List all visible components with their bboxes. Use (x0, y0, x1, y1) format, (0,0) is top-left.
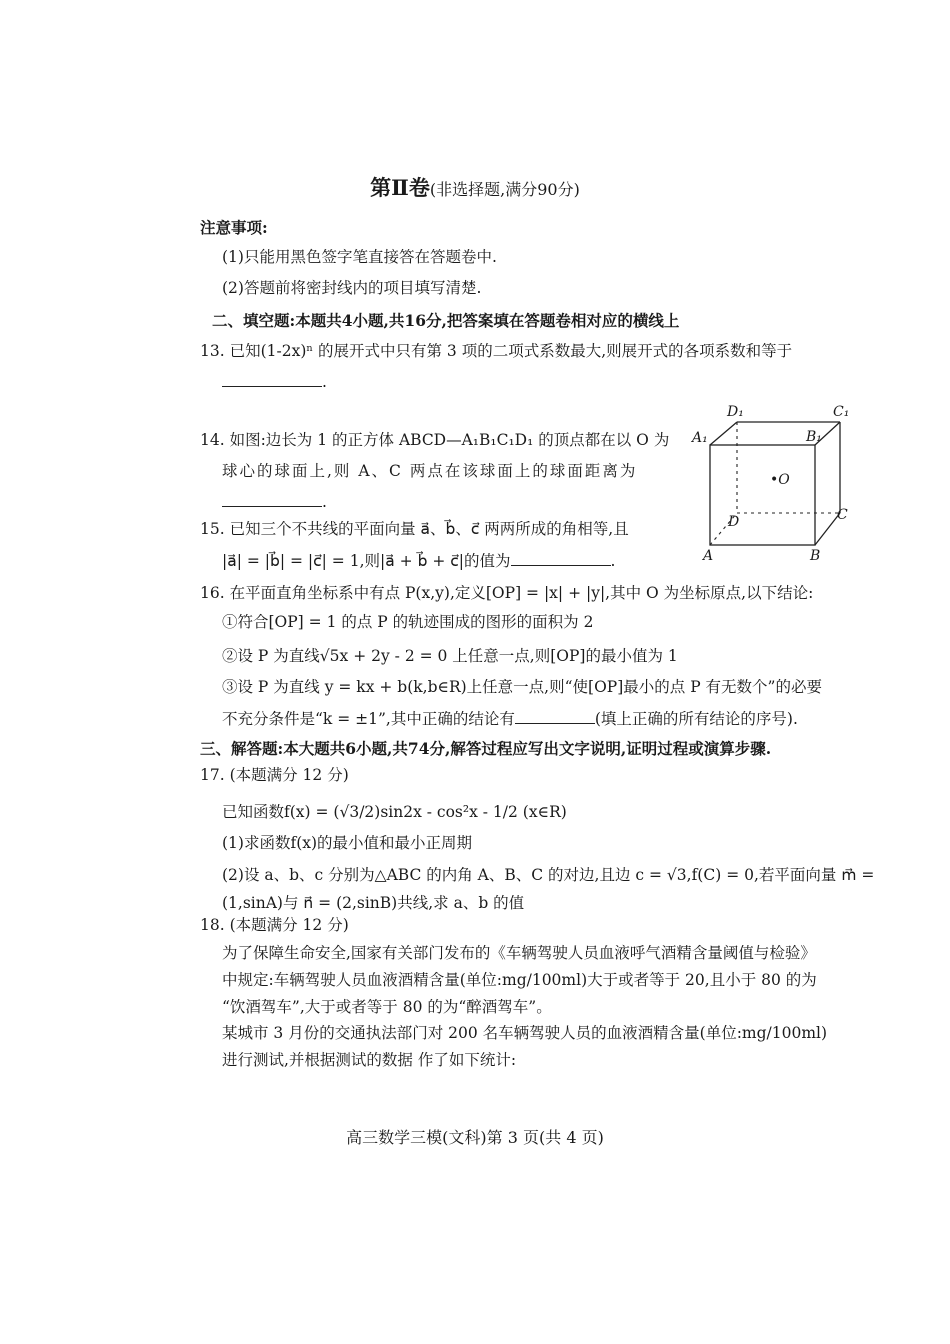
q15-answer-blank[interactable] (511, 549, 611, 566)
label-b1: B₁ (806, 429, 822, 445)
q17-function: 已知函数f(x) = (√3/2)sin2x - cos²x - 1/2 (x∈R) (222, 803, 567, 821)
q13-line2: . (222, 370, 327, 393)
title-sub: (非选择题,满分90分) (429, 180, 580, 199)
q18-line4: 某城市 3 月份的交通执法部门对 200 名车辆驾驶人员的血液酒精含量(单位:mg/100ml) (222, 1024, 828, 1042)
q13-line1: 13. 已知(1-2x)ⁿ 的展开式中只有第 3 项的二项式系数最大,则展开式的各项系数和等于 (200, 342, 793, 360)
q17-head: 17. (本题满分 12 分) (200, 766, 349, 784)
label-c: C (837, 507, 848, 523)
label-b: B (810, 548, 821, 564)
q14-answer-blank[interactable] (222, 490, 322, 507)
q16-conclusion-3: ③设 P 为直线 y = kx + b(k,b∈R)上任意一点,则“使[OP]最小的点 P 有无数个”的必要 (222, 678, 822, 696)
q14-line3: . (222, 490, 327, 513)
q18-line2: 中规定:车辆驾驶人员血液酒精含量(单位:mg/100ml)大于或者等于 20,且小于 80 的为 (222, 971, 817, 989)
notes-heading: 注意事项: (200, 218, 268, 237)
q13-answer-blank[interactable] (222, 370, 322, 387)
section-title (0, 172, 950, 202)
q16-line1: 16. 在平面直角坐标系中有点 P(x,y),定义[OP] = |x| + |y|,其中 O 为坐标原点,以下结论: (200, 584, 814, 602)
q17-part2: (2)设 a、b、c 分别为△ABC 的内角 A、B、C 的对边,且边 c = √3,f(C) = 0,若平面向量 m⃗ = (222, 866, 875, 884)
label-o: •O (770, 472, 790, 488)
q14-line1: 14. 如图:边长为 1 的正方体 ABCD—A₁B₁C₁D₁ 的顶点都在以 O 为 (200, 431, 670, 449)
cube-edge-a1d1 (710, 422, 737, 445)
q16-conclusion-1: ①符合[OP] = 1 的点 P 的轨迹围成的图形的面积为 2 (222, 613, 594, 631)
label-c1: C₁ (833, 404, 850, 420)
q18-line1: 为了保障生命安全,国家有关部门发布的《车辆驾驶人员血液呼气酒精含量阈值与检验》 (222, 944, 816, 962)
q18-line3: “饮酒驾车”,大于或者等于 80 的为“醉酒驾车”。 (222, 998, 552, 1016)
q16-conclusion-4: 不充分条件是“k = ±1”,其中正确的结论有 (填上正确的所有结论的序号). (222, 707, 798, 730)
cube-front-face (710, 445, 815, 545)
q18-head: 18. (本题满分 12 分) (200, 916, 349, 934)
label-d1: D₁ (727, 404, 744, 420)
notes-item-2: (2)答题前将密封线内的项目填写清楚. (222, 279, 482, 297)
q17-part1: (1)求函数f(x)的最小值和最小正周期 (222, 834, 473, 852)
q14-line2: 球心的球面上,则 A、C 两点在该球面上的球面距离为 (222, 462, 638, 480)
title-main: 第Ⅱ卷 (370, 175, 430, 200)
q18-line5: 进行测试,并根据测试的数据 作了如下统计: (222, 1051, 517, 1069)
page-footer: 高三数学三模(文科)第 3 页(共 4 页) (346, 1128, 604, 1147)
label-a1: A₁ (692, 430, 708, 446)
label-d: D (728, 514, 740, 530)
notes-item-1: (1)只能用黑色签字笔直接答在答题卷中. (222, 248, 497, 266)
cube-figure (690, 398, 865, 568)
q15-line2: |a⃗| = |b⃗| = |c⃗| = 1,则|a⃗ + b⃗ + c⃗|的值为 . (222, 549, 615, 572)
q15-line1: 15. 已知三个不共线的平面向量 a⃗、b⃗、c⃗ 两两所成的角相等,且 (200, 520, 629, 538)
q16-conclusion-2: ②设 P 为直线√5x + 2y - 2 = 0 上任意一点,则[OP]的最小值为 1 (222, 647, 678, 665)
q16-answer-blank[interactable] (515, 707, 595, 724)
section-2-heading: 二、填空题:本题共4小题,共16分,把答案填在答题卷相对应的横线上 (212, 311, 680, 330)
label-a: A (703, 548, 714, 564)
q17-part3: (1,sinA)与 n⃗ = (2,sinB)共线,求 a、b 的值 (222, 894, 525, 912)
section-3-heading: 三、解答题:本大题共6小题,共74分,解答过程应写出文字说明,证明过程或演算步骤. (200, 739, 772, 758)
